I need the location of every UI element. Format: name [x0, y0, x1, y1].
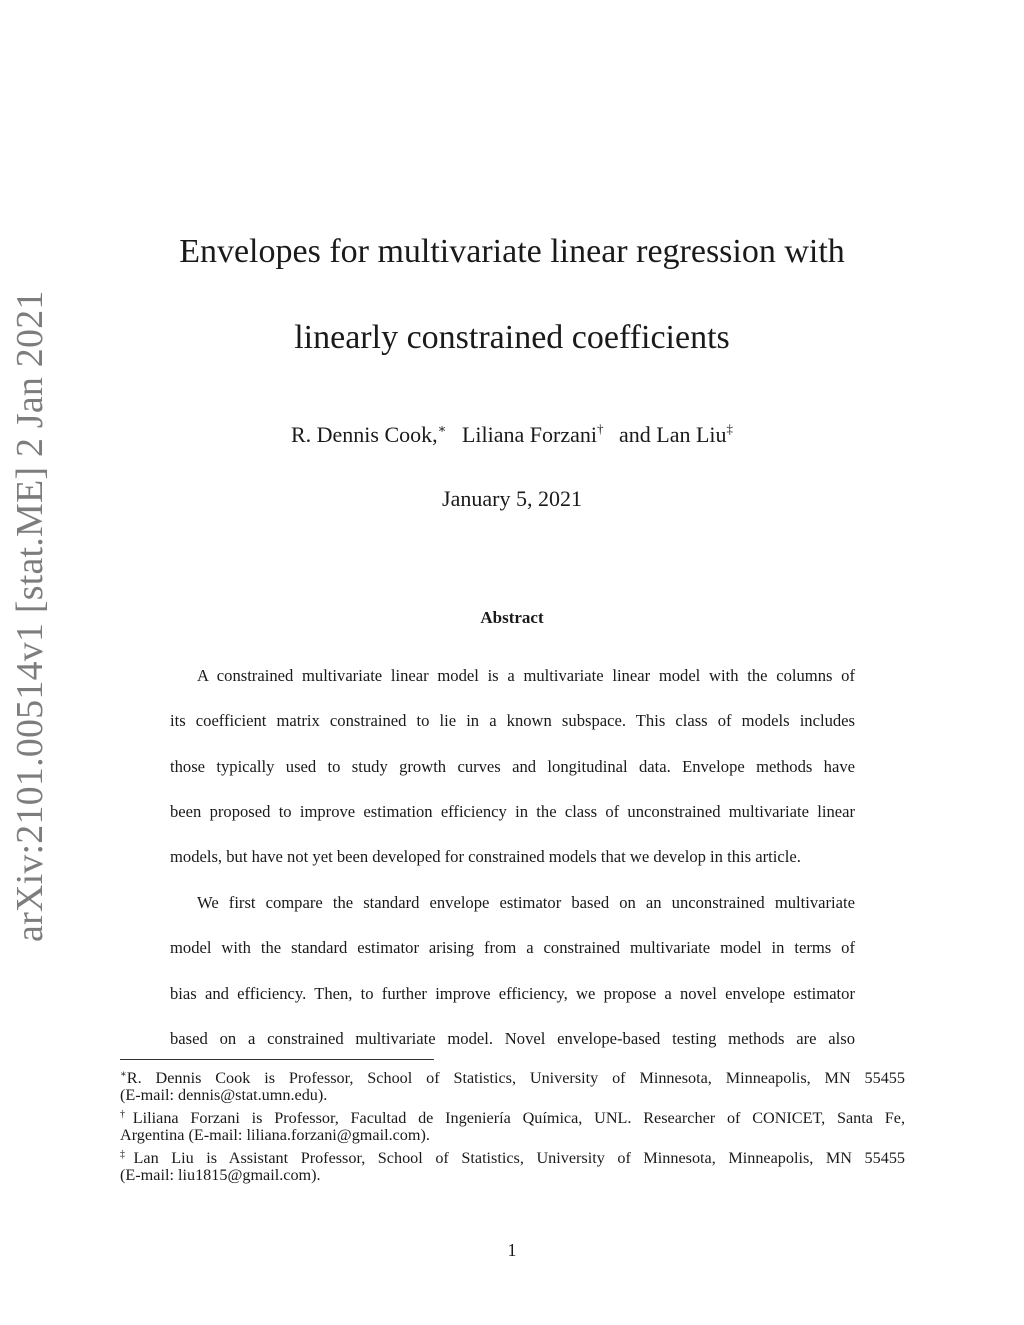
- footnote-text: Liliana Forzani is Professor, Facultad de Ingeniería Química, UNL. Researcher of CONICET, Santa Fe,: [132, 1109, 905, 1127]
- paper-title-line-2: linearly constrained coefficients: [294, 319, 730, 356]
- footnote-text: Lan Liu is Assistant Professor, School of Statistics, University of Minnesota, Minneapolis, MN 55455: [133, 1149, 906, 1167]
- author-name-forzani: Liliana Forzani: [461, 422, 597, 447]
- abstract-line: We first compare the standard envelope estimator based on an unconstrained multivariate: [197, 893, 855, 912]
- abstract-line: models, but have not yet been developed for constrained models that we develop in this article.: [170, 847, 801, 866]
- footnote-liu-line-2: (E-mail: liu1815@gmail.com).: [120, 1166, 321, 1184]
- author-mark-liu: ‡: [726, 421, 734, 436]
- author-mark-cook: ∗: [437, 421, 447, 436]
- paper-title-line-1: Envelopes for multivariate linear regression with: [179, 233, 845, 270]
- abstract-line: its coefficient matrix constrained to lie in a known subspace. This class of models includes: [170, 711, 855, 730]
- abstract-heading: Abstract: [480, 608, 544, 627]
- abstract-line: those typically used to study growth curves and longitudinal data. Envelope methods have: [170, 757, 855, 776]
- author-name-liu: and Lan Liu: [619, 422, 727, 447]
- abstract-line: been proposed to improve estimation efficiency in the class of unconstrained multivariate linear: [170, 802, 855, 821]
- paper-date: January 5, 2021: [442, 486, 582, 511]
- author-list: [120, 414, 904, 450]
- footnote-forzani-line-2: Argentina (E-mail: liliana.forzani@gmail.com).: [120, 1126, 430, 1144]
- footnote-mark-cook: ∗: [120, 1069, 127, 1080]
- abstract-line: A constrained multivariate linear model is a multivariate linear model with the columns of: [197, 666, 855, 685]
- footnote-cook-line-2: (E-mail: dennis@stat.umn.edu).: [120, 1086, 328, 1104]
- footnote-mark-liu: ‡: [120, 1149, 134, 1160]
- footnote-text: R. Dennis Cook is Professor, School of Statistics, University of Minnesota, Minneapolis, MN 55455: [126, 1069, 905, 1087]
- abstract-line: model with the standard estimator arising from a constrained multivariate model in terms of: [170, 938, 855, 957]
- page-number: 1: [507, 1240, 517, 1260]
- author-name-cook: R. Dennis Cook,: [290, 422, 438, 447]
- arxiv-identifier-stamp: arXiv:2101.00514v1 [stat.ME] 2 Jan 2021: [9, 290, 51, 942]
- abstract-line: bias and efficiency. Then, to further improve efficiency, we propose a novel envelope estimator: [170, 984, 855, 1003]
- abstract-line: based on a constrained multivariate model. Novel envelope-based testing methods are also: [170, 1029, 855, 1048]
- footnote-separator: [120, 1059, 434, 1060]
- author-mark-forzani: †: [597, 421, 604, 436]
- footnote-mark-forzani: †: [120, 1109, 133, 1120]
